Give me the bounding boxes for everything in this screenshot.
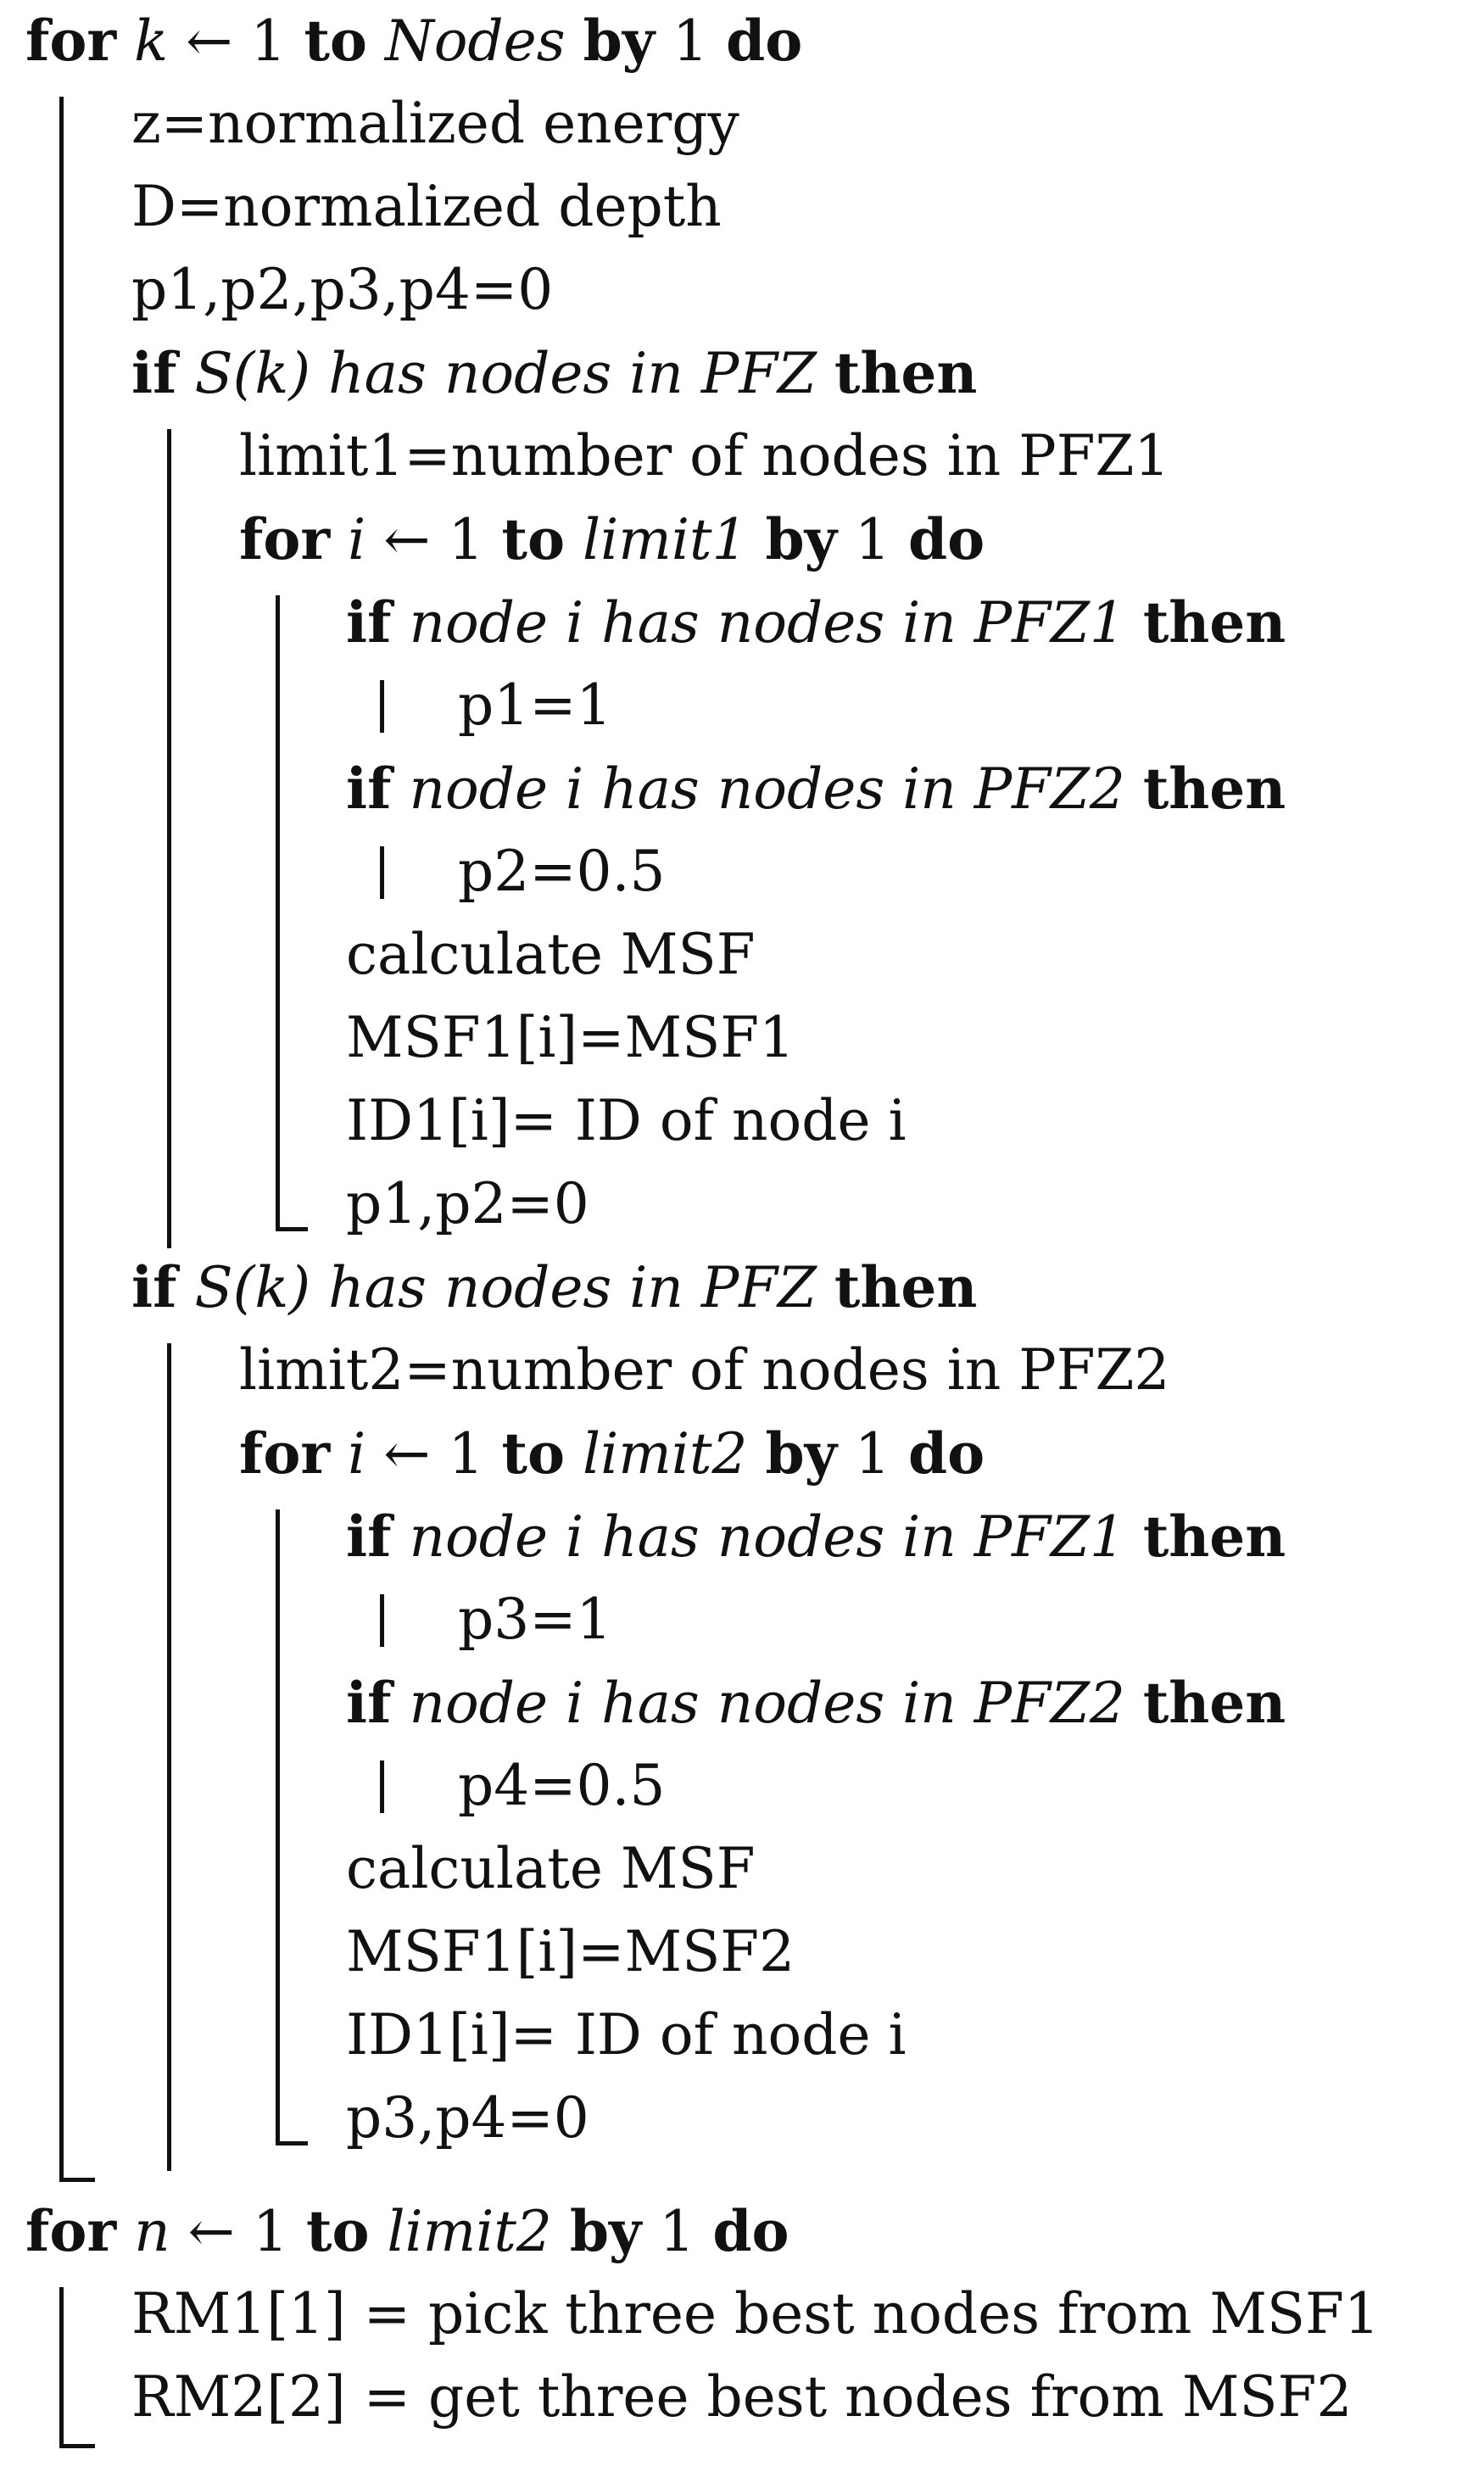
then-keyword: then <box>1142 1504 1286 1570</box>
by-keyword: by <box>583 8 656 74</box>
if-block-header <box>131 339 977 407</box>
if-condition: node i has nodes in PFZ2 <box>409 1671 1125 1736</box>
statement-text: p4=0.5 <box>458 1753 666 1818</box>
final-loop-statement <box>131 2280 1380 2348</box>
inner-for-end-hook <box>276 2141 308 2145</box>
final-for-header <box>25 2197 789 2265</box>
loop-body-statement <box>346 1170 589 1238</box>
limit-assignment <box>239 1336 1169 1404</box>
if-keyword: if <box>131 340 177 406</box>
assign-arrow: ← <box>186 8 233 74</box>
statement-text: RM1[1] = pick three best nodes from MSF1 <box>131 2281 1380 2346</box>
if-keyword: if <box>346 756 392 822</box>
statement-text: z=normalized energy <box>131 91 739 156</box>
do-keyword: do <box>712 2198 789 2264</box>
then-keyword: then <box>1142 1670 1286 1736</box>
statement-text: limit1=number of nodes in PFZ1 <box>239 423 1170 488</box>
for-keyword: for <box>239 506 331 572</box>
if-keyword: if <box>346 1670 392 1736</box>
final-for-end-hook <box>59 2444 95 2448</box>
if-condition: node i has nodes in PFZ2 <box>409 756 1125 822</box>
by-keyword: by <box>765 506 837 572</box>
loop-variable: i <box>348 507 366 572</box>
loop-body-statement <box>346 1004 795 1072</box>
loop-body-statement <box>346 921 756 989</box>
nested-if-body <box>458 672 612 739</box>
nested-if-rule <box>380 846 384 899</box>
loop-limit: limit1 <box>583 507 748 572</box>
final-for-rule <box>59 2287 64 2448</box>
if-condition: S(k) has nodes in PFZ <box>194 341 817 406</box>
by-keyword: by <box>765 1420 837 1487</box>
loop-limit: Nodes <box>384 8 566 74</box>
loop-body-statement <box>346 2001 907 2069</box>
init-statement <box>131 256 553 324</box>
statement-text: p1,p2=0 <box>346 1171 589 1236</box>
nested-if-header <box>346 1669 1286 1737</box>
to-keyword: to <box>501 506 566 572</box>
then-keyword: then <box>834 1254 978 1320</box>
loop-start: 1 <box>448 1421 484 1487</box>
loop-step: 1 <box>854 1421 890 1487</box>
loop-variable: k <box>134 8 169 74</box>
loop-step: 1 <box>854 507 890 572</box>
for-keyword: for <box>25 2198 117 2264</box>
statement-text: MSF1[i]=MSF1 <box>346 1005 795 1070</box>
if-block-rule <box>167 1343 171 2171</box>
do-keyword: do <box>907 1420 985 1487</box>
nested-if-rule <box>380 1594 384 1647</box>
nested-if-rule <box>380 1760 384 1813</box>
inner-for-header <box>239 1420 985 1487</box>
assign-arrow: ← <box>187 2199 235 2264</box>
init-statement <box>131 90 739 158</box>
loop-limit: limit2 <box>387 2199 552 2264</box>
loop-step: 1 <box>672 8 709 74</box>
if-condition: S(k) has nodes in PFZ <box>194 1255 817 1320</box>
then-keyword: then <box>1142 589 1286 656</box>
loop-body-statement <box>346 1918 795 1986</box>
for-keyword: for <box>239 1420 331 1487</box>
to-keyword: to <box>501 1420 566 1487</box>
final-loop-statement <box>131 2363 1352 2431</box>
by-keyword: by <box>569 2198 642 2264</box>
statement-text: p1=1 <box>458 672 612 738</box>
to-keyword: to <box>305 2198 370 2264</box>
if-condition: node i has nodes in PFZ1 <box>409 590 1125 656</box>
statement-text: limit2=number of nodes in PFZ2 <box>239 1337 1170 1403</box>
statement-text: p3=1 <box>458 1587 612 1652</box>
if-keyword: if <box>346 589 392 656</box>
loop-step: 1 <box>659 2199 695 2264</box>
loop-variable: n <box>134 2199 170 2264</box>
then-keyword: then <box>834 340 978 406</box>
init-statement <box>131 173 722 241</box>
loop-body-statement <box>346 1087 907 1155</box>
statement-text: D=normalized depth <box>131 174 722 239</box>
then-keyword: then <box>1142 756 1286 822</box>
loop-limit: limit2 <box>583 1421 748 1487</box>
nested-if-body <box>458 1586 612 1654</box>
outer-for-rule <box>59 97 64 2182</box>
do-keyword: do <box>907 506 985 572</box>
inner-for-end-hook <box>276 1227 308 1231</box>
if-block-header <box>131 1253 977 1321</box>
statement-text: p1,p2,p3,p4=0 <box>131 257 554 322</box>
loop-variable: i <box>348 1421 366 1487</box>
loop-start: 1 <box>250 8 287 74</box>
loop-body-statement <box>346 1835 756 1903</box>
if-condition: node i has nodes in PFZ1 <box>409 1504 1125 1570</box>
loop-body-statement <box>346 2084 589 2152</box>
limit-assignment <box>239 422 1169 490</box>
loop-start: 1 <box>252 2199 288 2264</box>
inner-for-rule <box>276 1509 280 2145</box>
inner-for-rule <box>276 595 280 1231</box>
outer-for-header <box>25 7 802 75</box>
nested-if-rule <box>380 680 384 733</box>
nested-if-header <box>346 589 1286 656</box>
statement-text: calculate MSF <box>346 922 756 987</box>
statement-text: MSF1[i]=MSF2 <box>346 1919 795 1984</box>
to-keyword: to <box>304 8 367 74</box>
statement-text: ID1[i]= ID of node i <box>346 2002 907 2067</box>
nested-if-header <box>346 755 1286 823</box>
statement-text: RM2[2] = get three best nodes from MSF2 <box>131 2364 1353 2430</box>
statement-text: ID1[i]= ID of node i <box>346 1088 907 1153</box>
assign-arrow: ← <box>383 1421 431 1487</box>
for-keyword: for <box>25 8 117 74</box>
outer-for-end-hook <box>59 2178 95 2182</box>
if-keyword: if <box>346 1504 392 1570</box>
do-keyword: do <box>726 8 803 74</box>
statement-text: calculate MSF <box>346 1836 756 1901</box>
statement-text: p3,p4=0 <box>346 2085 589 2151</box>
nested-if-body <box>458 1752 666 1820</box>
if-block-rule <box>167 429 171 1248</box>
if-keyword: if <box>131 1254 177 1320</box>
statement-text: p2=0.5 <box>458 839 666 904</box>
nested-if-body <box>458 838 666 906</box>
nested-if-header <box>346 1503 1286 1571</box>
loop-start: 1 <box>448 507 484 572</box>
inner-for-header <box>239 505 985 573</box>
assign-arrow: ← <box>383 507 431 572</box>
